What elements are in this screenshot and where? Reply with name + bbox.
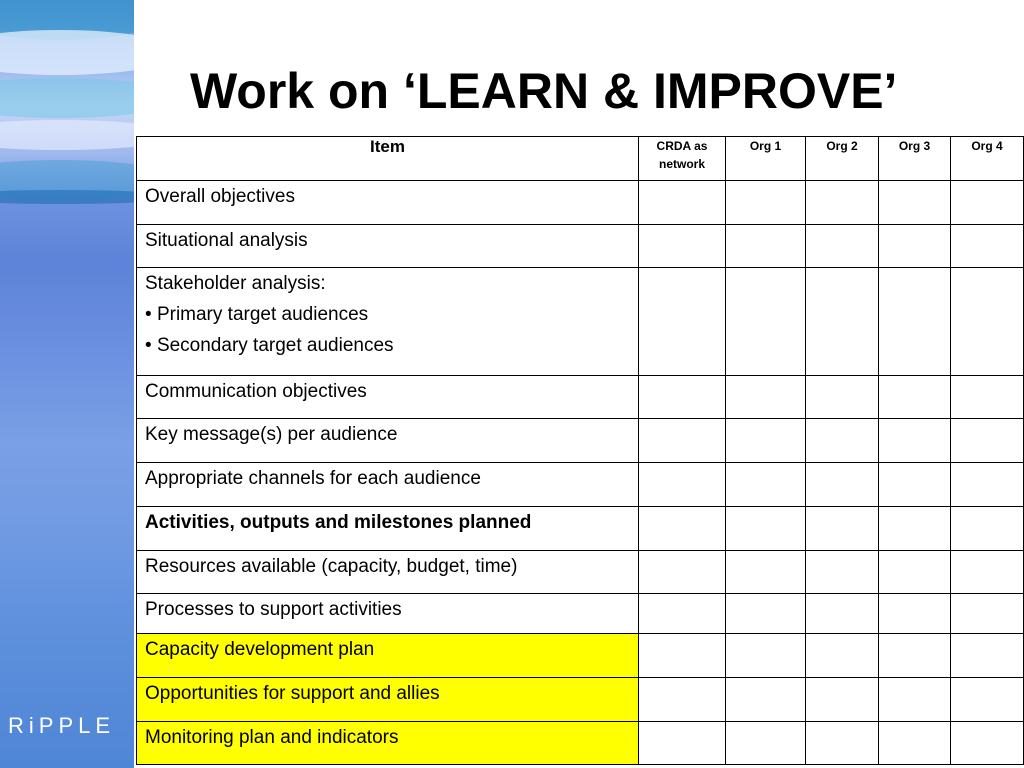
- org-2-cell: [806, 419, 879, 463]
- table-row: [137, 678, 1024, 722]
- table-header-row: [137, 137, 1024, 181]
- header-org-2: Org 2: [806, 137, 879, 181]
- header-item: Item: [137, 137, 639, 181]
- row-label: Communication objectives: [137, 376, 639, 419]
- crda-cell: [639, 419, 726, 463]
- water-ripple-graphic: [0, 78, 134, 118]
- org-2-cell: [806, 507, 879, 551]
- org-3-cell: [879, 181, 951, 225]
- org-2-cell: [806, 181, 879, 225]
- org-3-cell: [879, 722, 951, 765]
- org-4-cell: [951, 419, 1024, 463]
- org-4-cell: [951, 594, 1024, 634]
- org-2-cell: [806, 678, 879, 722]
- table-row: [137, 507, 1024, 551]
- org-3-cell: [879, 594, 951, 634]
- org-4-cell: [951, 678, 1024, 722]
- org-2-cell: [806, 594, 879, 634]
- row-label: Resources available (capacity, budget, time): [137, 551, 639, 594]
- org-2-cell: [806, 551, 879, 594]
- org-3-cell: [879, 551, 951, 594]
- table-row: [137, 225, 1024, 268]
- org-4-cell: [951, 722, 1024, 765]
- org-2-cell: [806, 634, 879, 678]
- org-1-cell: [726, 634, 806, 678]
- org-4-cell: [951, 463, 1024, 507]
- org-1-cell: [726, 419, 806, 463]
- org-3-cell: [879, 419, 951, 463]
- org-1-cell: [726, 722, 806, 765]
- header-org-4: Org 4: [951, 137, 1024, 181]
- org-2-cell: [806, 268, 879, 376]
- stakeholder-heading: Stakeholder analysis:: [145, 273, 326, 294]
- org-4-cell: [951, 507, 1024, 551]
- crda-cell: [639, 634, 726, 678]
- org-1-cell: [726, 551, 806, 594]
- org-1-cell: [726, 594, 806, 634]
- org-2-cell: [806, 463, 879, 507]
- org-1-cell: [726, 678, 806, 722]
- crda-cell: [639, 594, 726, 634]
- org-1-cell: [726, 376, 806, 419]
- water-ripple-graphic: [0, 30, 134, 75]
- table-row: [137, 634, 1024, 678]
- row-label-highlighted: Capacity development plan: [137, 634, 639, 678]
- crda-cell: [639, 225, 726, 268]
- org-3-cell: [879, 376, 951, 419]
- header-org-3: Org 3: [879, 137, 951, 181]
- crda-cell: [639, 722, 726, 765]
- water-ripple-graphic: [0, 120, 134, 150]
- org-1-cell: [726, 268, 806, 376]
- table-row: [137, 181, 1024, 225]
- row-label: Processes to support activities: [137, 594, 639, 634]
- org-4-cell: [951, 225, 1024, 268]
- crda-cell: [639, 678, 726, 722]
- crda-cell: [639, 551, 726, 594]
- bullet-item: • Secondary target audiences: [145, 335, 394, 356]
- assessment-table: [136, 136, 1024, 765]
- row-label: Appropriate channels for each audience: [137, 463, 639, 507]
- table-row: [137, 268, 1024, 376]
- row-label: Situational analysis: [137, 225, 639, 268]
- org-4-cell: [951, 634, 1024, 678]
- table-row: [137, 722, 1024, 765]
- table-row: [137, 463, 1024, 507]
- decorative-sidebar: [0, 0, 134, 768]
- org-1-cell: [726, 507, 806, 551]
- header-org-1: Org 1: [726, 137, 806, 181]
- org-3-cell: [879, 268, 951, 376]
- org-3-cell: [879, 507, 951, 551]
- ripple-logo: RiPPLE: [8, 713, 116, 738]
- header-crda: CRDA as network: [639, 137, 726, 181]
- org-1-cell: [726, 181, 806, 225]
- bullet-text: Secondary target audiences: [156, 335, 394, 356]
- crda-cell: [639, 376, 726, 419]
- crda-cell: [639, 268, 726, 376]
- crda-cell: [639, 463, 726, 507]
- row-label: Overall objectives: [137, 181, 639, 225]
- row-label: [137, 268, 639, 376]
- org-3-cell: [879, 463, 951, 507]
- org-3-cell: [879, 678, 951, 722]
- org-4-cell: [951, 551, 1024, 594]
- org-4-cell: [951, 376, 1024, 419]
- org-2-cell: [806, 225, 879, 268]
- water-ripple-graphic: [0, 190, 134, 204]
- slide-title: Work on ‘LEARN & IMPROVE’: [190, 63, 898, 119]
- row-label-highlighted: Opportunities for support and allies: [137, 678, 639, 722]
- bullet-text: Primary target audiences: [156, 304, 369, 325]
- row-label-highlighted: Monitoring plan and indicators: [137, 722, 639, 765]
- row-label: Key message(s) per audience: [137, 419, 639, 463]
- bullet-item: • Primary target audiences: [145, 304, 369, 325]
- crda-cell: [639, 181, 726, 225]
- org-2-cell: [806, 722, 879, 765]
- table-row: [137, 551, 1024, 594]
- org-4-cell: [951, 268, 1024, 376]
- table-row: [137, 594, 1024, 634]
- org-3-cell: [879, 634, 951, 678]
- org-2-cell: [806, 376, 879, 419]
- table-row: [137, 419, 1024, 463]
- crda-cell: [639, 507, 726, 551]
- table-row: [137, 376, 1024, 419]
- org-1-cell: [726, 463, 806, 507]
- org-3-cell: [879, 225, 951, 268]
- row-label: Activities, outputs and milestones planned: [137, 507, 639, 551]
- org-4-cell: [951, 181, 1024, 225]
- org-1-cell: [726, 225, 806, 268]
